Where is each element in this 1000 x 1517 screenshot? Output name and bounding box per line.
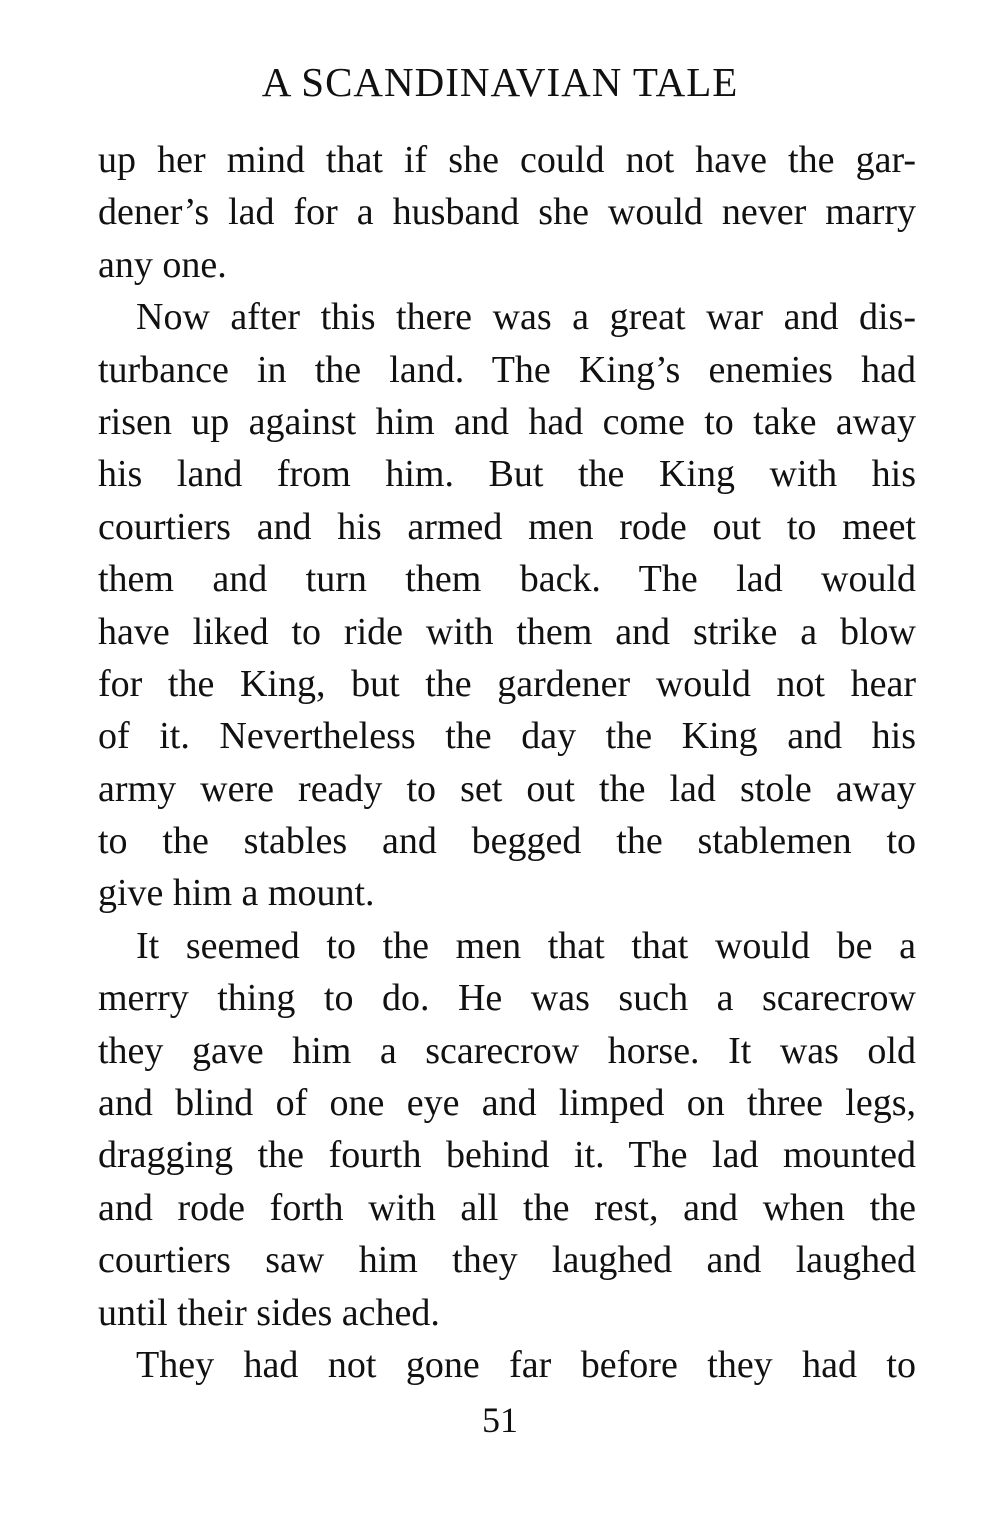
text-line: turbance in the land. The King’s enemies had (98, 348, 916, 391)
paragraph-first-line: It seemed to the men that that would be a (136, 924, 916, 967)
text-line: for the King, but the gardener would not hear (98, 662, 916, 705)
text-line: courtiers and his armed men rode out to meet (98, 505, 916, 548)
text-line: his land from him. But the King with his (98, 453, 916, 496)
text-line: dener’s lad for a husband she would never marry (98, 191, 916, 234)
text-line: any one. (98, 243, 227, 286)
text-line: courtiers saw him they laughed and laughed (98, 1239, 916, 1282)
text-line: give him a mount. (98, 872, 375, 915)
text-line: and rode forth with all the rest, and when the (98, 1186, 916, 1229)
paragraph-first-line: They had not gone far before they had to (136, 1343, 916, 1386)
text-line: to the stables and begged the stablemen to (98, 820, 916, 863)
text-line: have liked to ride with them and strike a blow (98, 610, 916, 653)
paragraph-first-line: Now after this there was a great war and dis- (136, 296, 916, 339)
text-line: risen up against him and had come to take away (98, 400, 916, 443)
text-line: them and turn them back. The lad would (98, 558, 916, 601)
page-number: 51 (482, 1400, 518, 1440)
text-line: they gave him a scarecrow horse. It was old (98, 1029, 916, 1072)
text-line: and blind of one eye and limped on three legs, (98, 1082, 916, 1125)
text-line: dragging the fourth behind it. The lad mounted (98, 1134, 916, 1177)
text-line: army were ready to set out the lad stole away (98, 767, 916, 810)
text-line: up her mind that if she could not have the gar- (98, 139, 916, 181)
body-text (98, 134, 916, 1391)
text-line: merry thing to do. He was such a scarecrow (98, 977, 916, 1020)
text-line: until their sides ached. (98, 1291, 440, 1334)
text-line: of it. Nevertheless the day the King and his (98, 715, 916, 758)
running-head: A SCANDINAVIAN TALE (261, 59, 739, 105)
